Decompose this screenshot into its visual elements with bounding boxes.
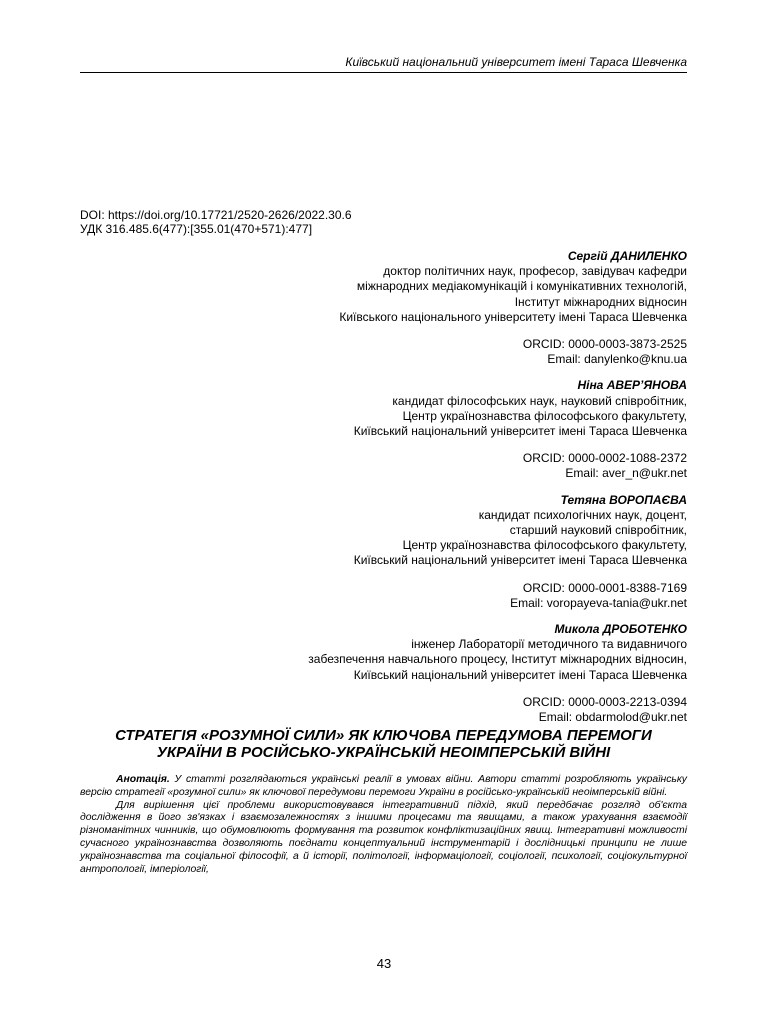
- author-block: [80, 622, 687, 725]
- author-name: Тетяна ВОРОПАЄВА: [560, 492, 687, 507]
- orcid: ORCID: 0000-0003-3873-2525: [522, 337, 687, 352]
- affiliation-line: Інститут міжнародних відносин: [514, 294, 687, 309]
- affiliation-line: кандидат філософських наук, науковий співробітник,: [392, 393, 687, 408]
- abstract-paragraph: [80, 774, 687, 800]
- abstract-label: Анотація.: [116, 774, 170, 785]
- affiliation-line: Київський національний університет імені Тараса Шевченка: [353, 424, 687, 439]
- abstract-paragraph: Для вирішення цієї проблеми використовувався інтегративний підхід, який передбачає розгляд об'єкта дослідження в його зв'язках і взаємозалежностях з іншими процесами та явищами, а також урахування взаємодії різноманітних чинників, що обумовлюють формування та розвиток конфліктизаційних явищ. Інтегративні можливості сучасного українознавства дозволяють поєднати концептуальний інструментарій і дослідницькі принципи не лише українознавства та соціальної філософії, а й історії, політології, інформаціології, соціології, психології, соціокультурної антропології, імперіології,: [80, 799, 687, 875]
- title-line: СТРАТЕГІЯ «РОЗУМНОЇ СИЛИ» ЯК КЛЮЧОВА ПЕРЕДУМОВА ПЕРЕМОГИ: [115, 727, 652, 744]
- affiliation-line: старший науковий співробітник,: [509, 523, 687, 538]
- affiliation-line: доктор політичних наук, професор, завідувач кафедри: [383, 264, 687, 279]
- email: Email: obdarmolod@ukr.net: [538, 710, 687, 725]
- header-university: Київський національний університет імені Тараса Шевченка: [345, 55, 687, 69]
- author-block: [80, 378, 687, 481]
- affiliation-line: Київського національного університету імені Тараса Шевченка: [339, 309, 687, 324]
- article-title: [80, 727, 687, 761]
- author-block: [80, 493, 687, 611]
- affiliation-line: кандидат психологічних наук, доцент,: [478, 507, 687, 522]
- author-block: [80, 249, 687, 367]
- affiliation-line: Київський національний університет імені Тараса Шевченка: [353, 667, 687, 682]
- author-name: Ніна АВЕР’ЯНОВА: [577, 378, 687, 393]
- title-line: УКРАЇНИ В РОСІЙСЬКО-УКРАЇНСЬКІЙ НЕОІМПЕРСЬКІЙ ВІЙНІ: [156, 744, 611, 761]
- page-number: 43: [376, 956, 392, 971]
- udc-line: УДК 316.485.6(477):[355.01(470+571):477]: [80, 222, 313, 236]
- affiliation-line: Центр українознавства філософського факультету,: [402, 408, 687, 423]
- affiliation-line: інженер Лабораторії методичного та видавничого: [411, 637, 687, 652]
- orcid: ORCID: 0000-0003-2213-0394: [522, 694, 687, 709]
- affiliation-line: Центр українознавства філософського факультету,: [402, 538, 687, 553]
- affiliation-line: Київський національний університет імені Тараса Шевченка: [353, 553, 687, 568]
- email: Email: voropayeva-tania@ukr.net: [510, 595, 687, 610]
- abstract: [80, 774, 687, 876]
- author-list: [80, 249, 687, 736]
- affiliation-line: міжнародних медіакомунікацій і комунікативних технологій,: [356, 279, 687, 294]
- abstract-text: У статті розглядаються українські реалії в умовах війни. Автори статті розробляють українську версію стратегії «розумної сили» як ключової передумови перемоги України в російсько-українській неоімперській війні.: [80, 774, 687, 798]
- email: Email: aver_n@ukr.net: [565, 466, 687, 481]
- author-name: Микола ДРОБОТЕНКО: [554, 622, 687, 637]
- author-name: Сергій ДАНИЛЕНКО: [567, 249, 687, 263]
- running-header: [80, 55, 687, 73]
- email: Email: danylenko@knu.ua: [547, 352, 687, 367]
- article-meta: [80, 208, 352, 236]
- doi-line: DOI: https://doi.org/10.17721/2520-2626/2022.30.6: [80, 208, 352, 222]
- affiliation-line: забезпечення навчального процесу, Інститут міжнародних відносин,: [308, 652, 687, 667]
- orcid: ORCID: 0000-0002-1088-2372: [522, 451, 687, 466]
- orcid: ORCID: 0000-0001-8388-7169: [522, 580, 687, 595]
